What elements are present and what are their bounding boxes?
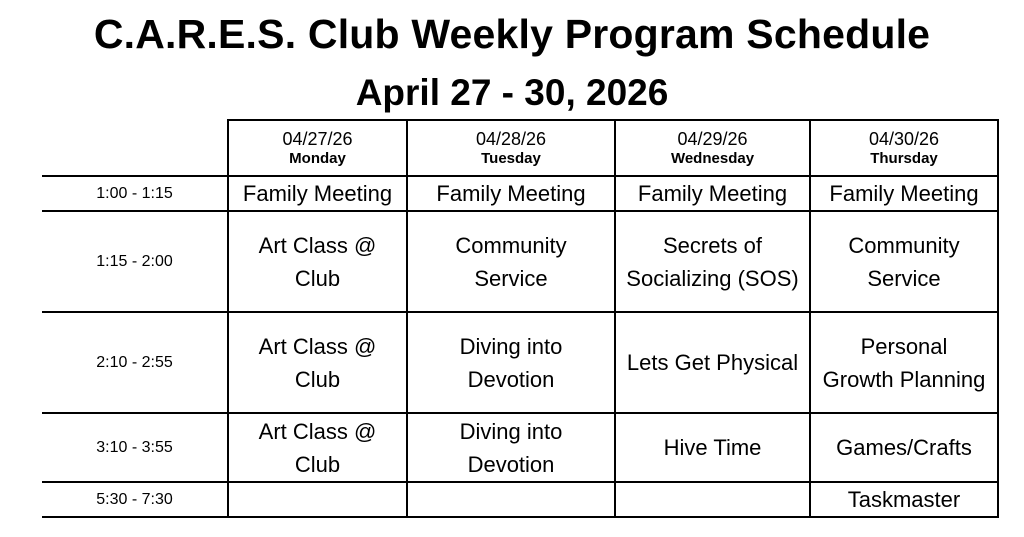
day-name: Wednesday — [670, 150, 755, 167]
schedule-cell: Hive Time — [615, 413, 810, 482]
table-row — [42, 211, 998, 312]
time-slot: 1:00 - 1:15 — [42, 176, 228, 211]
table-row — [42, 176, 998, 211]
page-title: C.A.R.E.S. Club Weekly Program Schedule — [93, 11, 931, 57]
date-range-subtitle: April 27 - 30, 2026 — [355, 72, 669, 113]
header-row — [42, 120, 998, 176]
schedule-cell: Art Class @ Club — [228, 312, 407, 413]
schedule-cell: Personal Growth Planning — [810, 312, 998, 413]
day-header-wednesday — [615, 120, 810, 176]
day-date: 04/30/26 — [868, 129, 940, 149]
schedule-cell: Family Meeting — [615, 176, 810, 211]
day-name: Tuesday — [481, 150, 541, 167]
schedule-cell: Art Class @ Club — [228, 211, 407, 312]
schedule-cell: Family Meeting — [407, 176, 615, 211]
schedule-cell: Community Service — [810, 211, 998, 312]
time-slot: 3:10 - 3:55 — [42, 413, 228, 482]
schedule-cell: Games/Crafts — [810, 413, 998, 482]
schedule-cell: Family Meeting — [810, 176, 998, 211]
table-row — [42, 413, 998, 482]
schedule-cell — [228, 482, 407, 517]
day-name: Monday — [289, 150, 346, 167]
schedule-cell: Art Class @ Club — [228, 413, 407, 482]
schedule-cell: Family Meeting — [228, 176, 407, 211]
day-header-tuesday — [407, 120, 615, 176]
schedule-cell: Diving into Devotion — [407, 312, 615, 413]
schedule-cell — [407, 482, 615, 517]
time-slot: 1:15 - 2:00 — [42, 211, 228, 312]
time-slot: 5:30 - 7:30 — [42, 482, 228, 517]
schedule-cell: Taskmaster — [810, 482, 998, 517]
table-row — [42, 482, 998, 517]
schedule-cell: Community Service — [407, 211, 615, 312]
time-slot: 2:10 - 2:55 — [42, 312, 228, 413]
day-header-monday — [228, 120, 407, 176]
schedule-cell: Secrets of Socializing (SOS) — [615, 211, 810, 312]
schedule-cell: Lets Get Physical — [615, 312, 810, 413]
day-date: 04/29/26 — [677, 129, 748, 149]
day-date: 04/28/26 — [475, 129, 547, 149]
schedule-cell: Diving into Devotion — [407, 413, 615, 482]
day-date: 04/27/26 — [282, 129, 353, 149]
table-row — [42, 312, 998, 413]
schedule-table — [42, 119, 999, 518]
day-header-thursday — [810, 120, 998, 176]
day-name: Thursday — [870, 150, 938, 167]
schedule-cell — [615, 482, 810, 517]
corner-cell — [42, 120, 228, 176]
